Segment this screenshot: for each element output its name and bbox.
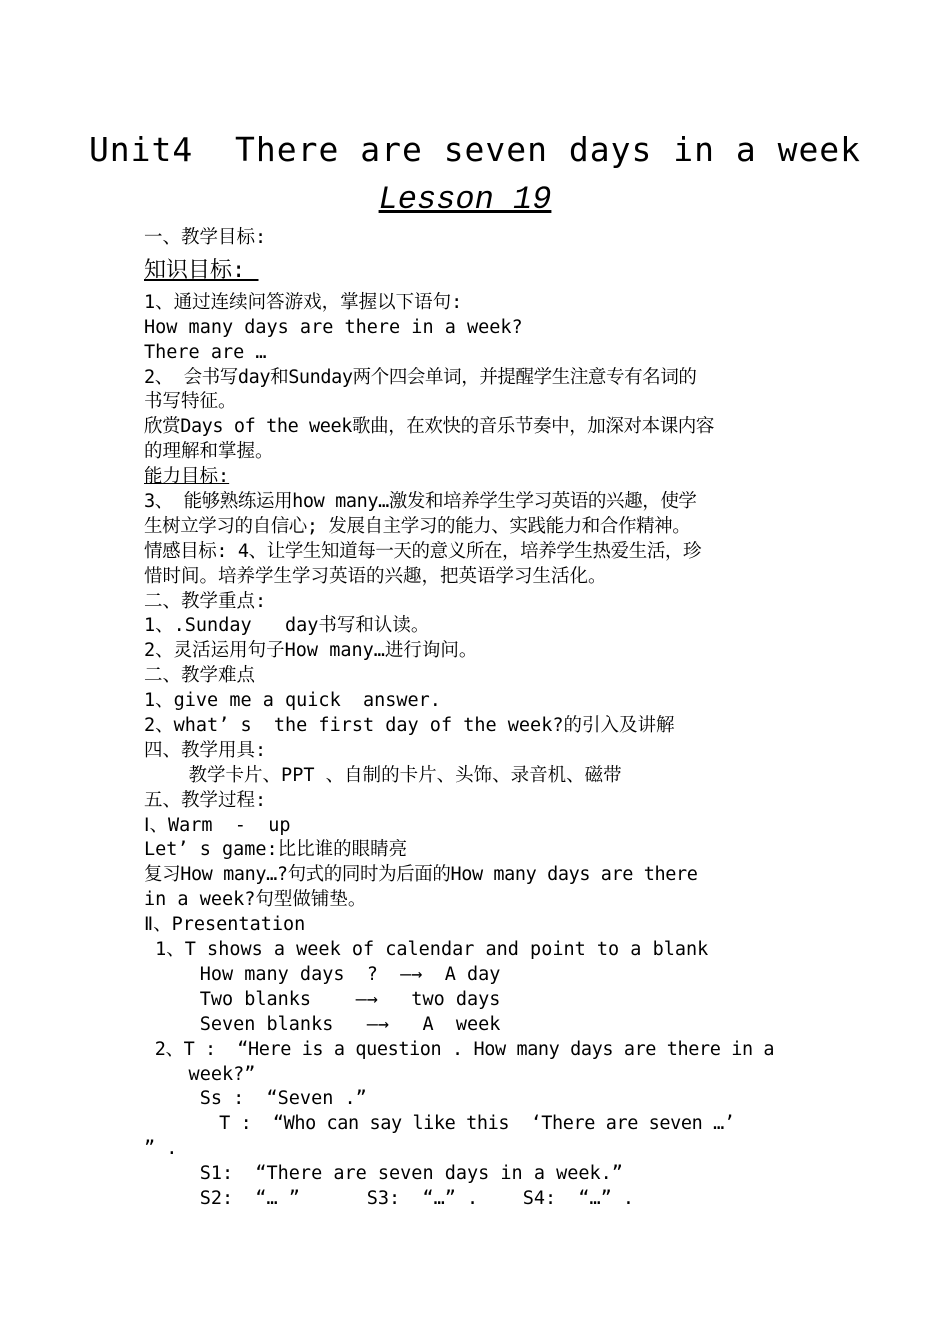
heading-key-points: 二、教学重点: (144, 590, 267, 612)
unit-title: Unit4 There are seven days in a week (88, 130, 862, 169)
text-line: 欣赏Days of the week歌曲，在欢快的音乐节奏中，加深对本课内容 (144, 416, 715, 438)
text-line: week?” (144, 1063, 256, 1085)
text-line: 惜时间。培养学生学习英语的兴趣，把英语学习生活化。 (144, 565, 607, 587)
heading-teaching-process: 五、教学过程: (144, 789, 267, 811)
section-presentation: Ⅱ、Presentation (144, 914, 306, 936)
text-line: How many days ? —→ A day (144, 963, 501, 985)
text-line: T : “Who can say like this ‘There are seven …’ (144, 1113, 735, 1135)
text-line: 复习How many…?句式的同时为后面的How many days are there (144, 864, 698, 886)
text-line: 书写特征。 (144, 391, 237, 413)
text-line: S2: “… ” S3: “…” . S4: “…” . (144, 1187, 635, 1209)
text-line: 1、give me a quick answer. (144, 690, 441, 712)
text-line: S1: “There are seven days in a week.” (144, 1163, 623, 1185)
text-line: ” . (144, 1138, 178, 1160)
text-line: in a week?句型做铺垫。 (144, 889, 367, 911)
text-line: Ss : “Seven .” (144, 1088, 367, 1110)
text-line: 2、 会书写day和Sunday两个四会单词，并提醒学生注意专有名词的 (144, 366, 697, 388)
heading-ability-objectives: 能力目标: (144, 466, 230, 488)
text-line: Two blanks —→ two days (144, 988, 501, 1010)
text-line: 2、what’ s the first day of the week?的引入及讲解 (144, 715, 675, 737)
text-line: 生树立学习的自信心; 发展自主学习的能力、实践能力和合作精神。 (144, 515, 691, 537)
section-warm-up: Ⅰ、Warm - up (144, 814, 291, 836)
text-line: 教学卡片、PPT 、自制的卡片、头饰、录音机、磁带 (144, 764, 622, 786)
text-line: Seven blanks —→ A week (144, 1013, 501, 1035)
lesson-title: Lesson 19 (378, 181, 552, 218)
text-line: There are … (144, 341, 267, 363)
heading-teaching-objectives: 一、教学目标: (144, 227, 267, 248)
heading-difficulties: 二、教学难点 (144, 665, 256, 687)
text-line: 3、 能够熟练运用how many…激发和培养学生学习英语的兴趣，使学 (144, 491, 697, 513)
text-line: 2、灵活运用句子How many…进行询问。 (144, 640, 478, 662)
text-line: 的理解和掌握。 (144, 441, 274, 463)
text-line: 2、T : “Here is a question . How many days are there in a (144, 1038, 775, 1060)
text-line: 1、.Sunday day书写和认读。 (144, 615, 430, 637)
text-line: 情感目标: 4、让学生知道每一天的意义所在，培养学生热爱生活，珍 (144, 540, 702, 562)
text-line: 1、T shows a week of calendar and point to a blank (144, 939, 709, 961)
lesson-body (144, 226, 814, 1212)
text-line: Let’ s game:比比谁的眼睛亮 (144, 839, 408, 861)
text-line: 1、通过连续问答游戏，掌握以下语句: (144, 291, 463, 313)
heading-teaching-aids: 四、教学用具: (144, 739, 267, 761)
text-line: How many days are there in a week? (144, 316, 523, 338)
heading-knowledge-objectives: 知识目标: (144, 257, 259, 283)
